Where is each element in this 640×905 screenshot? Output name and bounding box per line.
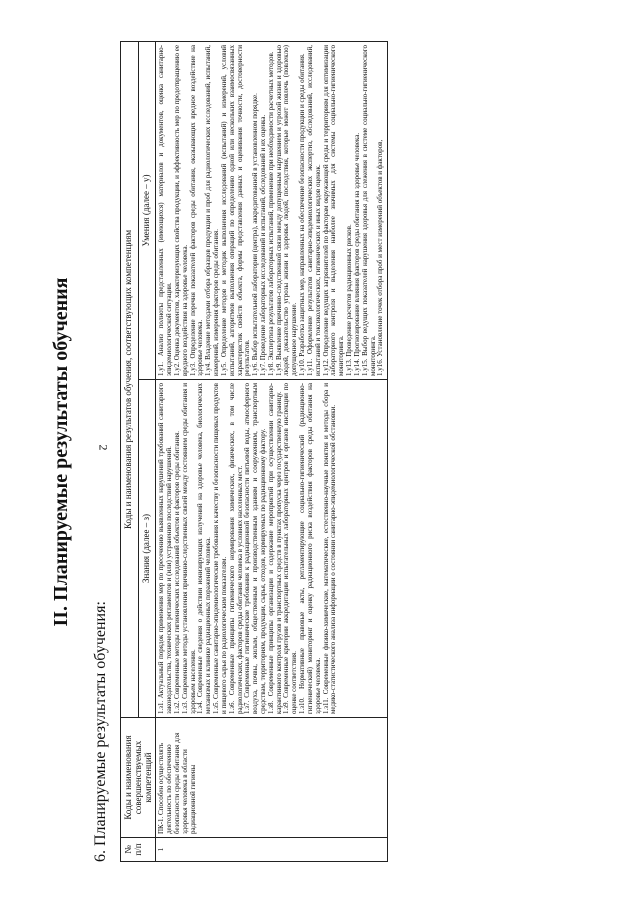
skill-item: 1.у14. Прогнозирование влияния факторов среды обитания на здоровье человека. <box>352 132 361 376</box>
skill-item: 1.у8. Экспертиза результатов лабораторных испытаний, применение при необходимости расчетных методов. <box>266 51 275 376</box>
section-title: II. Планируемые результаты обучения <box>50 277 72 627</box>
knowledge-item: 1.з4. Современные сведения о действии ионизирующих излучений на здоровье человека, биологических механизмах и клинике радиационных поражений человека. <box>196 383 213 714</box>
skill-item: 1.у11. Оформление результатов санитарно-эпидемиологических экспертиз, обследований, исследований, испытаний и токсикологических, гигиенических и иных видов оценок. <box>305 45 322 376</box>
skill-item: 1.у10. Разработка защитных мер, направленных на обеспечение безопасности продукции и среды обитания. <box>298 53 307 376</box>
knowledge-item: 1.з10. Нормативные правовые акты, регламентирующие социально-гигиенический (радиационно-гигиенический) мониторинг и оценку радиационного риска воздействия факторов среды обитания на здоровье человека. <box>298 383 322 714</box>
skill-item: 1.у2. Оценка документов, характеризующих свойства продукции, и эффективность мер по предотвращению ее вредного воздействия на здоровье человека. <box>172 45 189 376</box>
skill-item: 1.у9. Выявление причинно-следственной связи между допущенным нарушением и угрозой жизни и здоровью людей, доказательство угрозы жизни и здоровья людей, последствия, которые может повлечь (повлекло) допущенное нарушение. <box>274 45 299 376</box>
knowledge-item: 1.з7. Современные гигиенические требования к радиационной безопасности питьевой воды, атмосферного воздуха, почвы, жилым, общественным и производственным зданиям и сооружениям, транспортным средствам, территориям, продукции, сырья, отходов, нормируемых по радиационному фактору. <box>243 383 267 714</box>
skill-item: 1.у6. Выбор испытательной лаборатории (центра), аккредитованной в установленном порядке. <box>251 93 260 376</box>
header-knowledge: Знания (далее – з) <box>138 380 156 718</box>
results-table <box>120 41 388 862</box>
skill-item: 1.у16. Установление точек отбора проб и мест измерений объектов и факторов, <box>376 139 385 376</box>
knowledge-item: 1.з2. Современные методы гигиенических исследований объектов и факторов среды обитания. <box>172 430 181 714</box>
knowledge-item: 1.з8. Современные принципы организации и содержание мероприятий при осуществлении санитарно-карантинного контроля грузов и транспортных средств в пунктах пропуска через государственную границу. <box>266 383 283 714</box>
skills-cell <box>156 42 388 380</box>
skill-item: 1.у1. Анализ полноты представленных (имеющихся) материалов и документов, оценка санитарно-эпидемиологической ситуации. <box>157 45 174 376</box>
skill-item: 1.у12. Определение ведущих загрязнителей по факторам окружающей среды и территориям для оптимизации лабораторного контроля и выделения наиболее значимых для системы социально-гигиенического мониторинга. <box>321 45 346 376</box>
knowledge-item: 1.з3. Современные методы установления причинно-следственных связей между состоянием среды обитания и здоровьем населения. <box>180 383 197 714</box>
skill-item: 1.у13. Проведение расчетов радиационных рисков. <box>345 224 354 376</box>
header-num: № п/п <box>121 838 156 862</box>
table-row <box>156 42 388 862</box>
knowledge-item: 1.з1. Актуальный порядок применения мер по пресечению выявленных нарушений требований санитарного законодательства, технических регламентов и (или) устранению последствий нарушений. <box>157 383 174 714</box>
header-skills: Умения (далее – у) <box>138 42 156 380</box>
skill-item: 1.у4. Владение методами отбора образцов продукции и проб для радиологических исследований, испытаний, измерений, измерения факторов среды обитания. <box>204 45 221 376</box>
knowledge-item: 1.з6. Современные принципы гигиенического нормирования химических, физических, в том числе радиологических, факторов среды обитания человека в условиях населенных мест. <box>227 383 244 714</box>
skill-item: 1.у7. Проведение лабораторных исследований и испытаний, обследований и их оценка. <box>259 114 267 376</box>
knowledge-item: 1.з11. Современные физико-химические, математические, естественно-научные понятия и методы сбора и медико-статистического анализа информации о состоянии санитарно-эпидемиологической обстановки. <box>321 383 338 714</box>
table-header-row <box>121 42 139 862</box>
rotated-page-content <box>40 22 600 882</box>
page-number: 2 <box>96 444 111 451</box>
skill-item: 1.у3. Определение перечня показателей факторов среды обитания, оказывающих вредное воздействие на здоровье человека. <box>188 45 205 376</box>
row-number: 1 <box>156 838 388 862</box>
competence-cell: ПК-1. Способен осуществлять деятельность по обеспечению безопасности среды обитания для здоровья человека в области радиационной гигиены <box>156 718 388 838</box>
subsection-title: 6. Планируемые результаты обучения: <box>92 601 109 862</box>
skill-item: 1.у15. Выбор ведущих показателей нарушения здоровья для слежения в системе социально-гигиенического мониторинга. <box>360 45 377 376</box>
knowledge-item: 1.з9. Современные критерии аккредитации испытательных лабораторных центров и органов инспекции по оценке соответствия. <box>282 383 299 714</box>
header-results-group: Коды и наименования результатов обучения, соответствующих компетенциям <box>121 42 139 718</box>
header-competence-codes: Коды и наименования совершенствуемых компетенций <box>121 718 156 838</box>
knowledge-item: 1.з5. Современные санитарно-эпидемиологические требования к качеству и безопасности пищевых продуктов и пищевого сырья по радиологическим показателям. <box>212 383 228 714</box>
knowledge-cell <box>156 380 388 718</box>
skill-item: 1.у5. Определение методов и методик выполнения исследований (испытаний) и измерений, условий испытаний, алгоритмов выполнения операций по определению одной или нескольких взаимосвязанных характеристик свойств объекта, формы представления данных и оценивания точности, достоверности результатов. <box>219 45 252 376</box>
